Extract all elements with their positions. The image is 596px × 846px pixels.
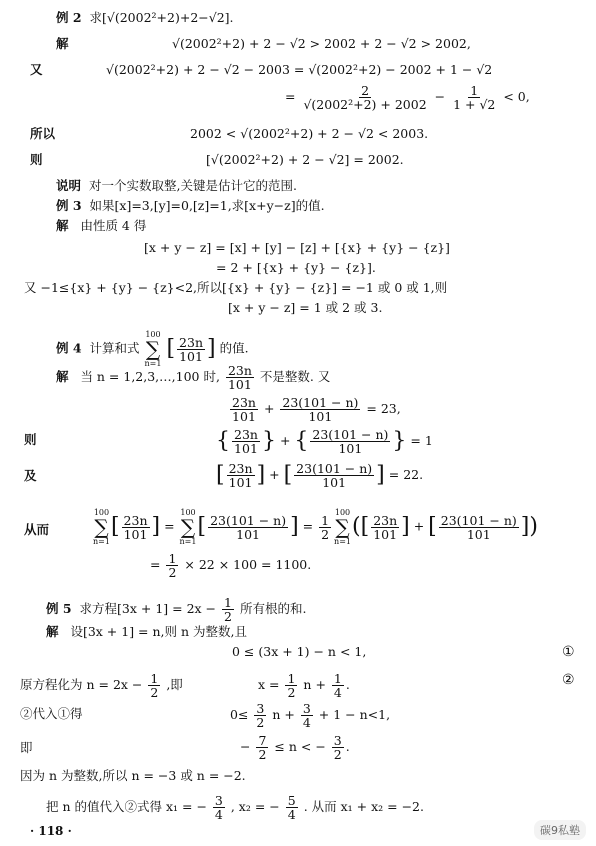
ex4-l6-hd: 2 xyxy=(168,565,177,580)
ex5-l2f-d: 2 xyxy=(150,685,159,700)
ex4-l6-half xyxy=(166,552,178,579)
ex5-l2f-n: 1 xyxy=(150,671,159,686)
ex5-eq2f2-n: 1 xyxy=(333,671,342,686)
ex5-l6-frac2 xyxy=(286,794,298,821)
ex4-l3-f2d: 101 xyxy=(338,441,363,456)
ex4-l5-f4d: 101 xyxy=(466,526,491,542)
ex5-immediately-label: 即 xyxy=(20,740,33,755)
ex4-frac-den: 101 xyxy=(179,348,203,364)
ex2-prompt: 求[√(2002²+2)+2−√2]. xyxy=(89,10,234,25)
ex4-l2-frac2 xyxy=(280,396,360,423)
ex5-title: 例 5 xyxy=(46,601,72,616)
ex5-eq2a: x = xyxy=(258,677,280,692)
ex5-prompt-tail: 所有根的和. xyxy=(239,601,307,616)
ex4-l1b: 不是整数. 又 xyxy=(259,369,331,384)
ex5-heading xyxy=(46,596,306,623)
ex5-l3: ②代入①得 xyxy=(20,706,83,721)
ex4-l4-f1d: 101 xyxy=(228,475,253,490)
ex5-ineq4a: − xyxy=(240,739,251,754)
ex2-line3-tail: < 0, xyxy=(503,89,530,104)
ex2-also-label: 又 xyxy=(30,62,43,77)
ex5-i4f1-d: 2 xyxy=(258,747,267,762)
ex2-note xyxy=(56,178,297,194)
ex4-l6-hn: 1 xyxy=(168,551,177,566)
ex3-solve-label: 解 xyxy=(56,218,69,233)
ex4-l4-tail: = 22. xyxy=(388,467,424,482)
ex3-solve-line xyxy=(56,218,146,234)
ex5-l2a: 原方程化为 n = 2x − xyxy=(20,677,143,692)
ex2-frac1 xyxy=(301,84,428,111)
ex5-i4f2-d: 2 xyxy=(333,747,342,762)
ex2-frac1-num: 2 xyxy=(361,83,370,98)
ex4-l1-frac-den: 101 xyxy=(227,377,252,392)
ex4-l2-f1d: 101 xyxy=(232,409,256,424)
ex4-frac-num: 23n xyxy=(179,334,204,350)
ex5-l6a: 把 n 的值代入②式得 x₁ = − xyxy=(46,799,207,814)
ex5-ineq3-frac2 xyxy=(301,702,313,729)
ex5-l6f2-d: 4 xyxy=(287,807,296,822)
ex5-l6c: . 从而 x₁ + x₂ = −2. xyxy=(303,799,424,814)
ex5-l6f2-n: 5 xyxy=(287,793,296,808)
ex5-l2-frac xyxy=(148,672,160,699)
ex5-eq2f2-d: 4 xyxy=(333,685,342,700)
ex5-ineq4-frac2 xyxy=(332,734,344,761)
ex3-l1: [x + y − z] = [x] + [y] − [z] + [{x} + {y} − {z}] xyxy=(144,240,450,255)
ex4-l4-f2d: 101 xyxy=(322,475,347,490)
ex5-eq2f1-n: 1 xyxy=(287,671,296,686)
ex2-frac2-num: 1 xyxy=(470,83,479,98)
ex5-i3f2-d: 4 xyxy=(302,715,311,730)
ex4-l1a: 当 n = 1,2,3,…,100 时, xyxy=(80,369,220,384)
ex4-l2-tail: = 23, xyxy=(366,401,401,416)
ex4-l4-f1n: 23n xyxy=(228,461,253,476)
ex2-then-label: 则 xyxy=(30,152,43,167)
ex5-pf-n: 1 xyxy=(224,595,232,610)
ex3-title: 例 3 xyxy=(56,198,82,213)
ex5-eq2b: n + xyxy=(303,677,326,692)
ex4-l1 xyxy=(56,364,330,391)
ex2-line4: 2002 < √(2002²+2) + 2 − √2 < 2003. xyxy=(190,126,429,141)
ex5-i4f2-n: 3 xyxy=(333,733,342,748)
ex5-pf-d: 2 xyxy=(224,609,232,624)
ex5-l1 xyxy=(46,624,247,640)
ex2-solve-label: 解 xyxy=(56,36,69,51)
ex5-ineq4b: ≤ n < − xyxy=(274,739,326,754)
ex4-l2-f2n: 23(101 − n) xyxy=(282,395,359,410)
ex2-sothat-label: 所以 xyxy=(30,126,56,141)
ex5-l5: 因为 n 为整数,所以 n = −3 或 n = −2. xyxy=(20,768,246,783)
ex3-prompt: 如果[x]=3,[y]=0,[z]=1,求[x+y−z]的值. xyxy=(89,198,325,213)
ex5-l2 xyxy=(20,672,183,699)
ex4-l3: { $\frac{23n}{101}$ } + { $\frac{23(101 - n)}{101}$ } = 1 xyxy=(216,427,433,456)
ex2-line3: = $\frac{2}{\text{√(2002²+2) + 2002}}$ − $\frac{1}{1 + √2}$ < 0, xyxy=(285,83,530,112)
ex4-heading: 例 4 计算和式 100 ∑ n=1 [ $\frac{23n}{101}$ ] 的值. xyxy=(56,330,249,368)
ex2-line1: √(2002²+2) + 2 − √2 > 2002 + 2 − √2 > 2002, xyxy=(172,36,471,51)
ex4-hence-label: 从而 xyxy=(24,522,50,537)
ex5-eq2-frac2 xyxy=(332,672,344,699)
ex2-line2: √(2002²+2) + 2 − √2 − 2003 = √(2002²+2) − 2002 + 1 − √2 xyxy=(106,62,493,77)
ex2-note-label: 说明 xyxy=(56,178,82,193)
ex4-l5-s2t: 100 xyxy=(180,508,196,517)
ex3-l3: 又 −1≤{x} + {y} − {z}<2,所以[{x} + {y} − {z}] = −1 或 0 或 1,则 xyxy=(24,280,448,295)
ex3-l2: = 2 + [{x} + {y} − {z}]. xyxy=(216,260,376,275)
ex4-l5-f1n: 23n xyxy=(123,512,148,528)
ex4-l4-frac2 xyxy=(294,462,374,489)
ex4-l6-text: × 22 × 100 = 1100. xyxy=(184,557,312,572)
ex4-l5-s2b: n=1 xyxy=(179,537,197,546)
ex4-l5-s3b: n=1 xyxy=(334,537,351,546)
ex4-sum-bot: n=1 xyxy=(144,359,162,368)
ex4-l5-f4n: 23(101 − n) xyxy=(440,512,517,528)
ex4-l2: $\frac{23n}{101}$ + $\frac{23(101 - n)}{101}$ = 23, xyxy=(232,395,401,424)
ex4-l5: 100 ∑ n=1 [ $\frac{23n}{101}$ ] = 100 ∑ n=1 [ $\frac{23(101 - n)}{101}$ ] = $\frac{1}{2}$ 100 ∑ n=1 ([ $\frac{23n}{101}$ ] + [ $\frac{23(101 - n)}{101}$ ]) xyxy=(93,508,538,546)
ex5-ineq3b: n + xyxy=(272,707,295,722)
ex4-l3-f1n: 23n xyxy=(234,427,258,442)
ex2-frac2-den: 1 + √2 xyxy=(453,97,496,112)
ex4-frac xyxy=(177,336,205,363)
ex3-heading xyxy=(56,198,325,214)
ex4-l5-f3n: 23n xyxy=(373,512,398,528)
ex5-mark2: ② xyxy=(562,672,575,688)
ex4-l5-frac3 xyxy=(371,514,399,541)
ex4-l6: = $\frac{1}{2}$ × 22 × 100 = 1100. xyxy=(150,551,312,580)
ex4-l5-s1t: 100 xyxy=(93,508,110,517)
ex5-ineq4: − $\frac{7}{2}$ ≤ n < − $\frac{3}{2}$ . xyxy=(240,733,350,762)
ex5-i4f1-n: 7 xyxy=(258,733,267,748)
ex2-frac1-den: √(2002²+2) + 2002 xyxy=(303,97,427,112)
ex2-frac2 xyxy=(451,84,497,111)
ex4-l2-f1n: 23n xyxy=(232,395,256,410)
ex4-then-label: 则 xyxy=(24,432,37,447)
ex4-l3-f2n: 23(101 − n) xyxy=(312,427,389,442)
ex4-l5-frac4 xyxy=(439,514,519,541)
ex4-l1-frac xyxy=(226,364,254,391)
ex4-l5-f1d: 101 xyxy=(123,526,148,542)
ex4-l5-frac2 xyxy=(208,514,288,541)
ex4-l5-frac1 xyxy=(122,514,150,541)
ex4-sum-top: 100 xyxy=(145,330,161,339)
watermark-badge: 碳9私塾 xyxy=(534,820,586,840)
ex5-l6b: , x₂ = − xyxy=(230,799,280,814)
ex5-ineq3-frac1 xyxy=(254,702,266,729)
ex4-l5-sum3: 100 ∑ n=1 xyxy=(334,508,351,546)
ex4-l2-f2d: 101 xyxy=(308,409,333,424)
ex5-l6f1-d: 4 xyxy=(214,807,223,822)
ex4-prompt-a: 计算和式 xyxy=(89,340,140,356)
ex4-l4-f2n: 23(101 − n) xyxy=(296,461,373,476)
page-number: · 118 · xyxy=(30,824,72,838)
ex4-l5-s1b: n=1 xyxy=(93,537,110,546)
ex4-l4-frac1 xyxy=(227,462,255,489)
ex5-ineq3c: + 1 − n<1, xyxy=(318,707,391,722)
ex2-title: 例 2 xyxy=(56,10,82,25)
ex4-l3-f1d: 101 xyxy=(234,441,258,456)
ex5-i3f1-d: 2 xyxy=(256,715,265,730)
ex2-line5: [√(2002²+2) + 2 − √2] = 2002. xyxy=(206,152,404,167)
ex4-sum-sign: 100 ∑ n=1 xyxy=(144,330,162,368)
ex4-l5-sum2: 100 ∑ n=1 xyxy=(179,508,197,546)
ex4-and-label: 及 xyxy=(24,468,37,483)
ex5-prompt-frac xyxy=(222,596,234,623)
ex4-l5-f2d: 101 xyxy=(236,526,260,542)
ex2-heading xyxy=(56,10,234,26)
ex5-ineq3a: 0≤ xyxy=(230,707,249,722)
ex5-l6f1-n: 3 xyxy=(214,793,223,808)
ex5-ineq1: 0 ≤ (3x + 1) − n < 1, xyxy=(232,644,367,659)
ex5-eq2-frac1 xyxy=(285,672,297,699)
ex4-l4: [ $\frac{23n}{101}$ ] + [ $\frac{23(101 - n)}{101}$ ] = 22. xyxy=(216,461,424,490)
ex4-l5-s3t: 100 xyxy=(334,508,351,517)
ex4-solve-label: 解 xyxy=(56,369,69,384)
ex5-l6-frac1 xyxy=(213,794,225,821)
ex5-solve-label: 解 xyxy=(46,624,59,639)
ex4-l5-f3d: 101 xyxy=(373,526,398,542)
ex4-l5-f2n: 23(101 − n) xyxy=(210,512,287,528)
ex5-ineq3 xyxy=(230,702,390,729)
ex5-i3f1-n: 3 xyxy=(256,701,265,716)
ex4-l5-half xyxy=(319,514,331,541)
ex3-by: 由性质 4 得 xyxy=(80,218,147,233)
ex5-l1-text: 设[3x + 1] = n,则 n 为整数,且 xyxy=(70,624,247,639)
ex5-i3f2-n: 3 xyxy=(302,701,311,716)
ex3-l4: [x + y − z] = 1 或 2 或 3. xyxy=(228,300,383,315)
ex2-note-text: 对一个实数取整,关键是估计它的范围. xyxy=(88,178,297,193)
ex4-l3-frac2 xyxy=(310,428,390,455)
ex4-title: 例 4 xyxy=(56,340,82,356)
ex4-l5-hn: 1 xyxy=(321,512,330,528)
ex5-l6 xyxy=(46,794,424,821)
ex5-prompt: 求方程[3x + 1] = 2x − xyxy=(79,601,217,616)
ex5-ineq4-frac1 xyxy=(256,734,268,761)
ex4-l5-sum1: 100 ∑ n=1 xyxy=(93,508,110,546)
ex5-mark1: ① xyxy=(562,644,575,660)
ex5-eq2: x = $\frac{1}{2}$ n + $\frac{1}{4}$ . xyxy=(258,671,350,700)
ex5-eq2f1-d: 2 xyxy=(287,685,296,700)
ex4-l3-tail: = 1 xyxy=(410,433,433,448)
ex4-l5-hd: 2 xyxy=(321,526,330,542)
ex4-l2-frac1 xyxy=(230,396,258,423)
ex4-prompt-b: 的值. xyxy=(219,340,249,356)
ex4-l1-frac-num: 23n xyxy=(227,363,252,378)
ex5-l2b: ,即 xyxy=(166,677,183,692)
ex4-l3-frac1 xyxy=(232,428,260,455)
